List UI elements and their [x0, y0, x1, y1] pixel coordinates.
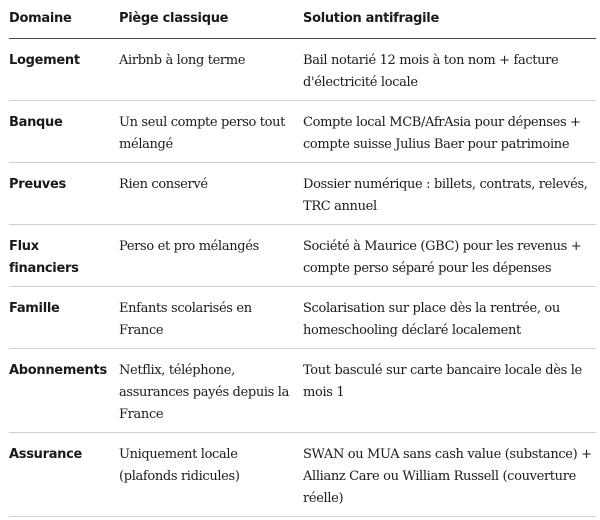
cell-domaine: Banque — [9, 115, 63, 130]
cell-solution: Bail notarié 12 mois à ton nom + facture d'électricité locale — [303, 53, 559, 90]
cell-piege: Airbnb à long terme — [119, 53, 246, 68]
cell-piege: Enfants scolarisés en France — [119, 301, 252, 338]
cell-domaine: Logement — [9, 53, 80, 68]
cell-domaine: Flux financiers — [9, 239, 79, 276]
comparison-table — [9, 0, 596, 517]
cell-domaine: Preuves — [9, 177, 66, 192]
table-row-preuves — [9, 163, 596, 225]
cell-piege: Netflix, téléphone, assurances payés depuis la France — [119, 363, 289, 422]
cell-piege: Rien conservé — [119, 177, 208, 192]
cell-domaine: Famille — [9, 301, 60, 316]
cell-piege: Uniquement locale (plafonds ridicules) — [119, 447, 240, 484]
cell-domaine: Assurance — [9, 447, 83, 462]
cell-solution: Dossier numérique : billets, contrats, relevés, TRC annuel — [303, 177, 588, 214]
cell-solution: Compte local MCB/AfrAsia pour dépenses + compte suisse Julius Baer pour patrimoine — [303, 115, 581, 152]
cell-solution: Scolarisation sur place dès la rentrée, ou homeschooling déclaré localement — [303, 301, 560, 338]
table-row-famille — [9, 287, 596, 349]
table-row-assurance — [9, 433, 596, 517]
cell-solution: Société à Maurice (GBC) pour les revenus + compte perso séparé pour les dépenses — [303, 239, 582, 276]
cell-solution: SWAN ou MUA sans cash value (substance) + Allianz Care ou William Russell (couverture réelle) — [303, 447, 592, 506]
cell-domaine: Abonnements — [9, 363, 107, 378]
table-row-flux-financiers — [9, 225, 596, 287]
table-row-abonnements — [9, 349, 596, 433]
cell-piege: Perso et pro mélangés — [119, 239, 259, 254]
header-domaine: Domaine — [9, 11, 72, 26]
table-header — [9, 0, 596, 39]
table-row-banque — [9, 101, 596, 163]
cell-piege: Un seul compte perso tout mélangé — [119, 115, 286, 152]
header-solution-antifragile: Solution antifragile — [303, 11, 439, 26]
cell-solution: Tout basculé sur carte bancaire locale dès le mois 1 — [303, 363, 582, 400]
header-piege-classique: Piège classique — [119, 11, 229, 26]
table-row-logement — [9, 39, 596, 101]
